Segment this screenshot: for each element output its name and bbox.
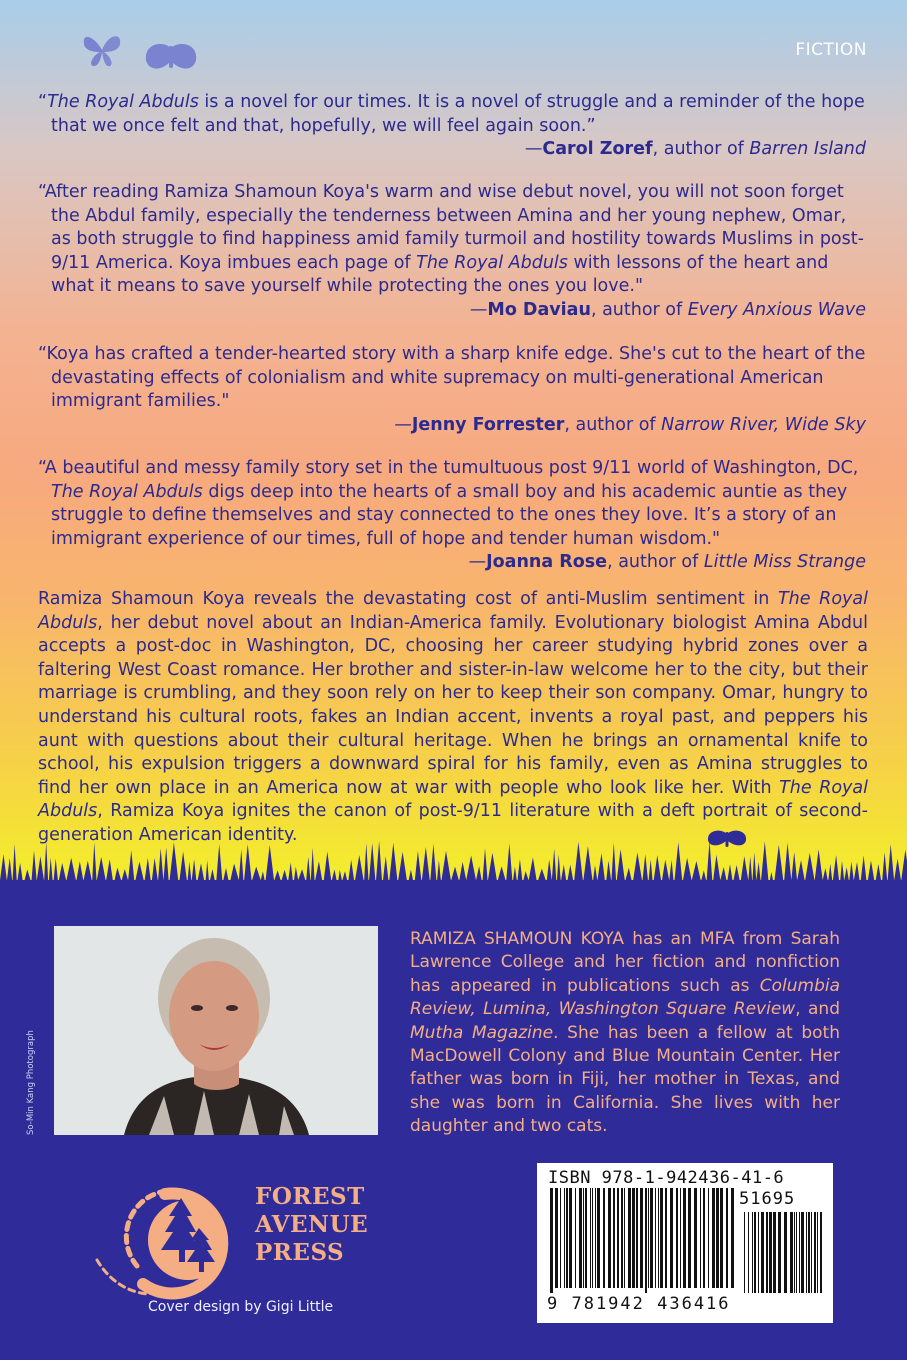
- text-run: “: [38, 92, 48, 112]
- text-run: —: [469, 299, 488, 320]
- price-code: 51695: [739, 1189, 796, 1209]
- text-run: , author of: [590, 299, 688, 320]
- bold-text: Carol Zoref: [542, 139, 653, 160]
- text-run: is a novel for our times. It is a novel of struggle and a reminder of the hope that we once felt and that, hopefully, we will feel again soon.”: [51, 92, 865, 136]
- text-run: —: [468, 552, 487, 573]
- text-run: with lessons of the heart and what it means to save yourself while protecting the ones you love.": [51, 252, 829, 297]
- butterfly-icon: [80, 30, 124, 70]
- genre-label: FICTION: [795, 40, 867, 60]
- quote-attribution: [38, 299, 868, 323]
- quote-attribution: [38, 414, 868, 438]
- text-run: —: [394, 414, 412, 435]
- publisher-name-line: PRESS: [255, 1239, 345, 1266]
- italic-text: Little Miss Strange: [703, 552, 866, 573]
- text-run: . She has been a fellow at both MacDowell Colony and Blue Mountain Center. Her father was born in Fiji, her mother in Texas, and she was born in California. She lives with her daughter and two cats.: [410, 1022, 840, 1137]
- author-bio: [410, 928, 840, 1139]
- bold-text: Jenny Forrester: [411, 414, 565, 435]
- italic-text: Barren Island: [749, 139, 866, 160]
- text-run: , author of: [652, 139, 750, 160]
- author-photo: [54, 926, 378, 1135]
- text-run: “Koya has crafted a tender-hearted story with a sharp knife edge. She's cut to the heart of the devastating effects of colonialism and white supremacy on multi-generational American immigrant families.": [38, 344, 866, 412]
- bold-text: Mo Daviau: [487, 299, 591, 320]
- cover-design-credit: Cover design by Gigi Little: [148, 1299, 334, 1315]
- italic-text: Narrow River, Wide Sky: [661, 414, 866, 435]
- italic-text: Columbia Review, Lumina, Washington Square Review: [410, 975, 840, 1020]
- quote-text: [38, 343, 868, 414]
- isbn-number: ISBN 978-1-942436-41-6: [548, 1168, 785, 1188]
- quote-1: [38, 91, 868, 162]
- italic-text: The Royal Abduls: [51, 481, 203, 502]
- photo-credit: So-Min Kang Photograph: [26, 1030, 36, 1135]
- quote-3: [38, 343, 868, 437]
- text-run: Ramiza Shamoun Koya reveals the devastating cost of anti-Muslim sentiment in: [38, 589, 778, 609]
- publisher-name-line: AVENUE: [255, 1211, 369, 1238]
- quote-text: [38, 457, 868, 551]
- text-run: RAMIZA SHAMOUN KOYA has an MFA from Sarah Lawrence College and her fiction and nonfiction has appeared in publications such as: [410, 929, 840, 996]
- italic-text: Every Anxious Wave: [687, 299, 866, 320]
- grass-silhouette: [0, 840, 907, 910]
- text-run: , Ramiza Koya ignites the canon of post-9/11 literature with a deft portrait of second-generation American identity.: [38, 801, 868, 845]
- quote-2: [38, 181, 868, 323]
- text-run: , author of: [564, 414, 662, 435]
- italic-text: The Royal Abduls: [416, 252, 568, 273]
- text-run: , her debut novel about an Indian-America family. Evolutionary biologist Amina Abdul accepts a post-doc in Washington, DC, choosing her career studying hybrid zones over a faltering West Coast romance. Her brother and sister-in-law welcome her to the city, but their marriage is crumbling, and they soon rely on her to keep their son company. Omar, hungry to understand his cultural roots, fakes an Indian accent, invents a royal past, and peppers his aunt with questions about their cultural heritage. When he brings an ornamental knife to school, his expulsion triggers a downward spiral for his family, even as Amina struggles to find her own place in an America now at war with people who look like her. With: [38, 612, 868, 798]
- book-description: [38, 588, 868, 848]
- quote-attribution: [38, 551, 868, 575]
- italic-text: The Royal Abduls: [47, 92, 199, 112]
- italic-text: Mutha Magazine: [410, 1022, 554, 1043]
- italic-text: The Royal Abduls: [38, 589, 868, 633]
- text-run: —: [524, 139, 543, 160]
- italic-text: The Royal Abduls: [38, 777, 868, 822]
- ean-digits: 9 781942 436416: [547, 1294, 731, 1314]
- text-run: , and: [795, 999, 840, 1020]
- text-run: , author of: [607, 552, 704, 573]
- quote-text: [38, 91, 868, 138]
- quote-text: [38, 181, 868, 299]
- quote-attribution: [38, 138, 868, 162]
- publisher-name-line: FOREST: [255, 1183, 365, 1210]
- publisher-name: [255, 1183, 368, 1267]
- text-run: digs deep into the hearts of a small boy and his academic auntie as they struggle to define themselves and stay connected to the ones they love. It’s a story of an immigrant experience of our times, full of hope and tender human wisdom.": [51, 481, 848, 549]
- text-run: “A beautiful and messy family story set in the tumultuous post 9/11 world of Washington, DC,: [38, 458, 859, 478]
- bold-text: Joanna Rose: [486, 552, 608, 573]
- text-run: “After reading Ramiza Shamoun Koya's warm and wise debut novel, you will not soon forget the Abdul family, especially the tenderness between Amina and her young nephew, Omar, as both struggle to find happiness amid family turmoil and hostility towards Muslims in post-9/11 America. Koya imbues each page of: [38, 182, 864, 273]
- moth-icon: [142, 40, 200, 76]
- quote-4: [38, 457, 868, 575]
